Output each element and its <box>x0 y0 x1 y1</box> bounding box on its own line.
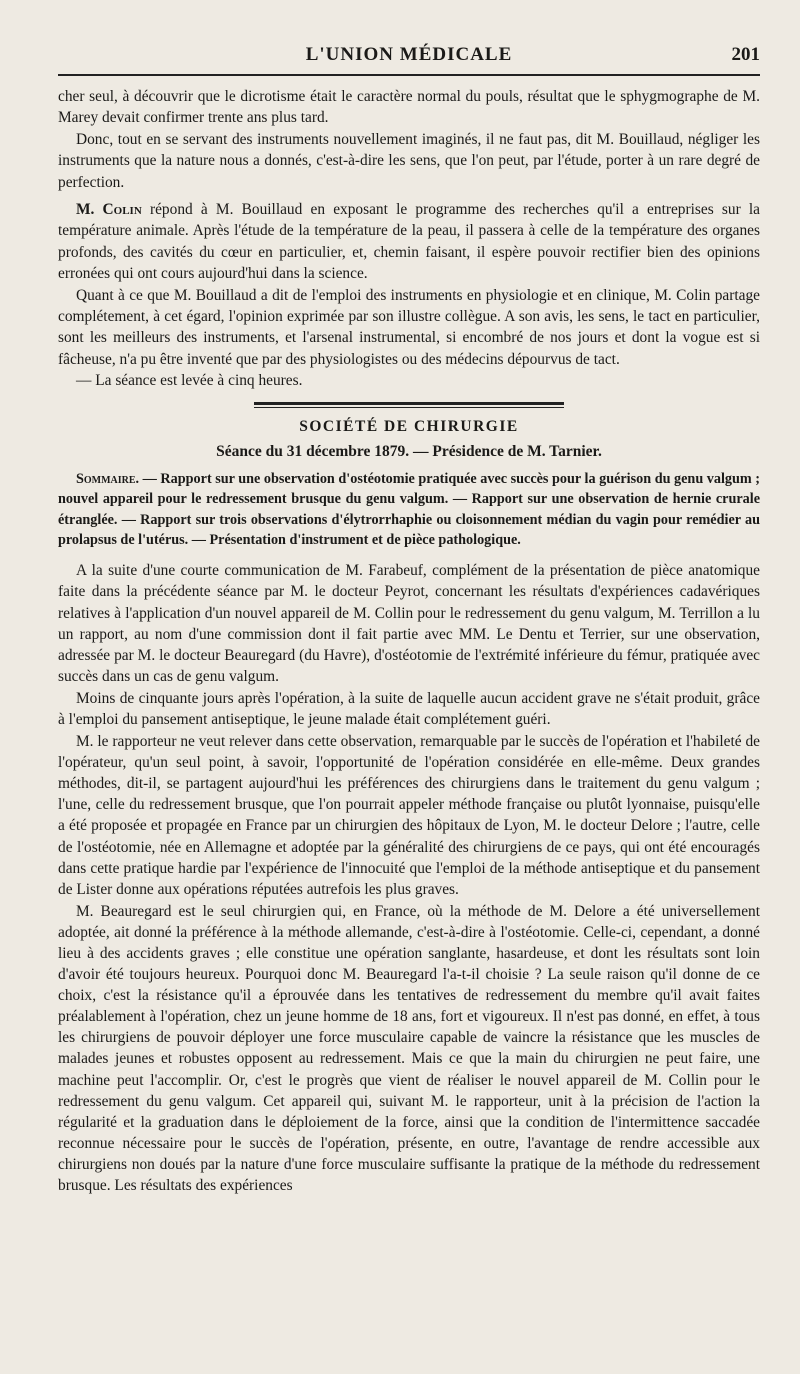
journal-title: L'UNION MÉDICALE <box>305 44 513 65</box>
closing-line: — La séance est levée à cinq heures. <box>76 372 303 390</box>
speaker-name: M. Colin <box>76 201 142 219</box>
section-title: SOCIÉTÉ DE CHIRURGIE <box>299 417 519 435</box>
paragraph: A la suite d'une courte communication de M. Farabeuf, complément de la présentation de pièce anatomique faite dans la précédente séance par M. le docteur Peyrot, concernant les résultats d'expériences cadavériques relatives à l'application d'un nouvel appareil de M. Collin pour le redressement du genu valgum, M. Terrillon a lu un rapport, au nom d'une commission dont il fait partie avec MM. Le Dentu et Terrier, sur une observation, adressée par M. le docteur Beauregard (du Havre), d'ostéotomie de l'extrémité inférieure du fémur, pratiquée avec succès dans un cas de genu valgum. <box>58 562 760 685</box>
previous-session-text <box>58 86 760 392</box>
paragraph: Donc, tout en se servant des instruments nouvellement imaginés, il ne faut pas, dit M. Bouillaud, négliger les instruments que la nature nous a donnés, c'est-à-dire les sens, que l'on peut, par l'étude, porter à un rare degré de perfection. <box>58 130 760 191</box>
header-rule <box>58 74 760 76</box>
paragraph <box>58 199 760 285</box>
article-body <box>58 560 760 1196</box>
session-heading: Séance du 31 décembre 1879. — Présidence de M. Tarnier. <box>216 442 602 460</box>
paragraph-text: répond à M. Bouillaud en exposant le programme des recherches qu'il a entreprises sur la température animale. Après l'étude de la température de la peau, il passera à celle de la température des organes profonds, des cavités du cœur en particulier, et, chemin faisant, il espère pouvoir rectifier bien des opinions erronées qui ont cours aujourd'hui dans la science. <box>58 201 760 283</box>
paragraph: M. Beauregard est le seul chirurgien qui, en France, où la méthode de M. Delore a été universellement adoptée, ait donné la préférence à la méthode allemande, c'est-à-dire à l'ostéotomie. Celle-ci, cependant, a donné lieu à des accidents graves ; elle constitue une opération sanglante, hasardeuse, et dont les résultats sont loin d'avoir été toujours heureux. Pourquoi donc M. Beauregard l'a-t-il choisie ? La seule raison qu'il donne de ce choix, c'est la résistance qu'il a éprouvée dans les tentatives de redressement du membre qu'il avait faites préalablement à l'opération, chez un jeune homme de 18 ans, fort et vigoureux. Il n'est pas donné, en effet, à tous les chirurgiens de pouvoir déployer une force musculaire capable de vaincre la résistance que les muscles de malades jeunes et robustes opposent au redressement. Mais ce que la main du chirurgien ne peut faire, une machine peut l'accomplir. Or, c'est le progrès que vient de réaliser le nouvel appareil de M. Collin pour le redressement du genu valgum. Cet appareil qui, suivant M. le rapporteur, unit à la précision de l'action la régularité et la graduation dans le déploiement de la force, ainsi que la condition de l'intermittence saccadée reconnue nécessaire pour le succès de l'opération, présente, en outre, l'avantage de rendre accessible aux chirurgiens non doués par la nature d'une force musculaire suffisante la pratique de la méthode du redressement brusque. Les résultats des expériences <box>58 902 760 1195</box>
paragraph: Quant à ce que M. Bouillaud a dit de l'emploi des instruments en physiologie et en clinique, M. Colin partage complétement, à cet égard, l'opinion exprimée par son illustre collègue. A son avis, les sens, le tact en particulier, sont les meilleurs des instruments, et l'arsenal instrumental, si encombré de nos jours et dont la vogue est si fâcheuse, n'a pu être inventé que par des physiologistes ou des médecins dépourvus de tact. <box>58 286 760 368</box>
summary-block <box>58 469 760 551</box>
paragraph: Moins de cinquante jours après l'opération, à la suite de laquelle aucun accident grave ne s'était produit, grâce à l'emploi du pansement antiseptique, le jeune malade était complétement guéri. <box>58 689 760 728</box>
summary-text: — Rapport sur une observation d'ostéotomie pratiquée avec succès pour la guérison du genu valgum ; nouvel appareil pour le redressement brusque du genu valgum. — Rapport sur une observation de hernie crurale étranglée. — Rapport sur trois observations d'élytrorrhaphie ou cloisonnement médian du vagin pour remédier au prolapsus de l'utérus. — Présentation d'instrument et de pièce pathologique. <box>58 470 760 548</box>
paragraph: M. le rapporteur ne veut relever dans cette observation, remarquable par le succès de l'opération et l'habileté de l'opérateur, qu'un seul point, à savoir, l'opportunité de l'opération considérée en elle-même. Deux grandes méthodes, dit-il, se partagent aujourd'hui les préférences des chirurgiens dans le traitement du genu valgum ; l'une, celle du redressement brusque, que l'on pourrait appeler méthode française ou plutôt lyonnaise, puisqu'elle a été proposée et propagée en France par un chirurgien des hôpitaux de Lyon, M. le docteur Delore ; l'autre, celle de l'ostéotomie, née en Allemagne et adoptée par la généralité des chirurgiens de ce pays, qui ont été encouragés dans cette pratique hardie par l'expérience de l'innocuité que l'emploi de la méthode antiseptique et du pansement de Lister donne aux opérations réputées autrefois les plus graves. <box>58 733 760 898</box>
page-number: 201 <box>731 44 760 65</box>
section-rule <box>254 402 564 408</box>
summary-label: Sommaire. <box>76 470 140 487</box>
society-section <box>58 402 760 461</box>
paragraph: cher seul, à découvrir que le dicrotisme était le caractère normal du pouls, résultat que le sphygmographe de M. Marey devait confirmer trente ans plus tard. <box>58 88 760 127</box>
summary-paragraph <box>58 469 760 551</box>
running-header <box>58 38 760 72</box>
